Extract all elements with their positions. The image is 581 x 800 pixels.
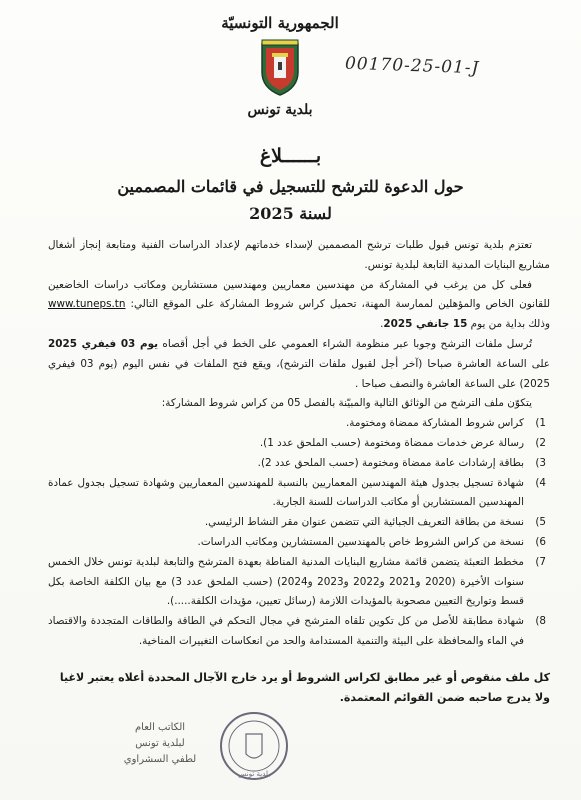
- eligibility-middle: وذلك بداية من يوم: [467, 318, 550, 331]
- list-item: [48, 454, 550, 474]
- list-item-number: 7): [535, 555, 546, 568]
- list-item-number: 4): [535, 476, 546, 489]
- list-item: [48, 434, 550, 454]
- municipality-name: بلدية تونس: [247, 102, 313, 118]
- letterhead: [205, 14, 355, 118]
- list-item-text: مخطط التعبئة يتضمن قائمة مشاريع البنايات المدنية المناطة بعهدة المترشح والتابعة لبلدية تونس خلال الخمس سنوات الأخيرة (2020 و2021 و2022 و2023 و2024) (حسب الملحق عدد 3) مع بيان الكلفة الخاصة بكل قسط وتواريخ التعيين مصحوبة بالمؤيدات اللازمة (رسائل تعيين، مؤيدات الكلفة.....).: [48, 555, 525, 608]
- list-item: [48, 533, 550, 553]
- notice-subject: حول الدعوة للترشح للتسجيل في قائمات المصممين: [117, 177, 464, 196]
- list-item: [48, 414, 550, 434]
- list-item: [48, 553, 550, 612]
- list-item-number: 8): [535, 615, 546, 628]
- closing-statement: كل ملف منقوص أو غير مطابق لكراس الشروط أو يرد خارج الآجال المحددة أعلاه يعتبر لاغيا ولا يدرج صاحبه ضمن القوائم المعتمدة.: [59, 671, 550, 704]
- list-item: [48, 513, 550, 533]
- signature-block: [100, 720, 220, 768]
- paragraph-eligibility: [48, 276, 550, 335]
- list-item-text: نسخة من بطاقة التعريف الجبائية التي تتضمن عنوان مقر النشاط الرئيسي.: [204, 516, 524, 529]
- list-item-number: 3): [535, 456, 546, 469]
- list-item: [48, 612, 550, 652]
- title-block: [60, 145, 521, 223]
- tuneps-link[interactable]: www.tuneps.tn: [48, 298, 126, 311]
- eligibility-text: فعلى كل من يرغب في المشاركة من مهندسين معماريين ومهندسين مستشارين ومكاتب دراسات الخاضعين للقانون الخاص والمؤهلين لممارسة المهنة، تحميل كراس شروط المشاركة على الموقع التالي:: [48, 278, 550, 311]
- deadline-text: تُرسل ملفات الترشح وجوبا عبر منظومة الشراء العمومي على الخط في أجل أقصاه: [158, 337, 532, 350]
- list-item-number: 2): [535, 436, 546, 449]
- paragraph-documents-intro: يتكوّن ملف الترشح من الوثائق التالية والمبيّنة بالفصل 05 من كراس شروط المشاركة:: [161, 397, 532, 410]
- start-date: 15 جانفي 2025: [383, 318, 468, 331]
- list-item-number: 6): [535, 535, 546, 548]
- notice-title: بــــــلاغ: [259, 145, 322, 167]
- notice-year: لسنة 2025: [249, 204, 332, 223]
- signature-name: لطفي السشراوي: [123, 754, 197, 765]
- document-body: [48, 236, 550, 652]
- signature-role: الكاتب العام: [134, 722, 186, 733]
- list-item: [48, 474, 550, 514]
- list-item-text: شهادة تسجيل بجدول هيئة المهندسين المعماريين بالنسبة للمهندسين المعماريين وشهادة تسجيل بجدول عمادة المهندسين المستشارين أو مكاتب الدراسات للسنة الجارية.: [48, 476, 524, 509]
- eligibility-end: .: [380, 318, 384, 331]
- documents-list: [48, 414, 550, 652]
- list-item-text: رسالة عرض خدمات ممضاة ومختومة (حسب الملحق عدد 1).: [259, 436, 524, 449]
- handwritten-reference: 00170-25-01-J: [344, 53, 480, 79]
- signature-org: لبلدية تونس: [135, 738, 185, 749]
- stamp-text: بلدية تونس: [237, 770, 271, 778]
- list-item-text: شهادة مطابقة للأصل من كل تكوين تلقاه المترشح في مجال التحكم في الطاقة والطاقات المتجددة والاقتصاد في الماء والمحافظة على البيئة والتنمية المستدامة والحد من انعكاسات التغييرات المناخية.: [48, 615, 524, 647]
- list-item-text: كراس شروط المشاركة ممضاة ومختومة.: [346, 417, 524, 430]
- deadline-date: يوم 03 فيفري 2025: [48, 337, 159, 350]
- list-item-text: نسخة من كراس الشروط خاص بالمهندسين المستشارين ومكاتب الدراسات.: [197, 535, 524, 548]
- official-stamp-icon: [218, 710, 290, 782]
- list-item-text: بطاقة إرشادات عامة ممضاة ومختومة (حسب الملحق عدد 2).: [257, 456, 524, 469]
- deadline-rest: على الساعة العاشرة صباحا (آخر أجل لقبول ملفات الترشح)، ويقع فتح الملفات في نفس اليوم (يوم 03 فيفري 2025) على الساعة العاشرة والنصف صباحا .: [48, 357, 550, 390]
- republic-heading: الجمهورية التونسيّة: [221, 14, 339, 32]
- municipality-crest-icon: [256, 38, 304, 98]
- paragraph-intro: تعتزم بلدية تونس قبول طلبات ترشح المصممين لإسداء خدماتهم لإعداد الدراسات الفنية ومتابعة إنجاز أشغال مشاريع البنايات المدنية التابعة لبلدية تونس.: [48, 239, 550, 271]
- list-item-number: 5): [535, 516, 546, 529]
- list-item-number: 1): [535, 417, 546, 430]
- paragraph-deadline: [48, 335, 550, 394]
